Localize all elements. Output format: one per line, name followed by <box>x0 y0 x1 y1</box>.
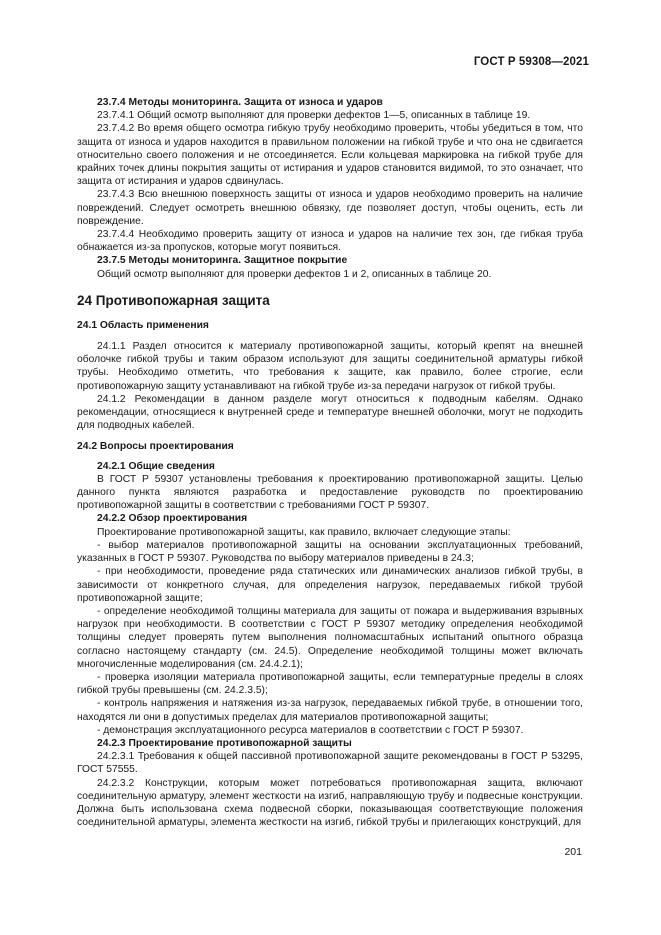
heading-23-7-4: 23.7.4 Методы мониторинга. Защита от износа и ударов <box>97 97 383 108</box>
heading-24-2-1: 24.2.1 Общие сведения <box>97 460 215 472</box>
heading-24-2-2: 24.2.2 Обзор проектирования <box>97 513 248 525</box>
heading-24-2-3: 24.2.3 Проектирование противопожарной защиты <box>97 737 352 749</box>
paragraph-23-7-4-2: 23.7.4.2 Во время общего осмотра гибкую трубу необходимо проверить, чтобы убедиться в том, что защита от износа и ударов находится в правильном положении на гибкой трубе и что она не сдвигается относительно своего положения и не отсоединяется. Если кольцевая маркировка на гибкой трубе для крайних точек длины покрытия защиты от истирания и ударов становится видимой, то это означает, что защита от истирания и ударов сдвинулась. <box>77 123 583 188</box>
section-heading-24: 24 Противопожарная защита <box>77 292 270 308</box>
list-item-materials: - выбор материалов противопожарной защиты на основании эксплуатационных требований, указанных в ГОСТ Р 59307. Руководства по выбору материалов приведены в 24.3; <box>77 539 583 565</box>
heading-24-2: 24.2 Вопросы проектирования <box>77 441 234 453</box>
list-item-insulation: - проверка изоляции материала противопожарной защиты, если температурные пределы в слоях гибкой трубы превышены (см. 24.2.3.5); <box>77 671 583 697</box>
paragraph-24-1-2: 24.1.2 Рекомендации в данном разделе могут относиться к подводным кабелям. Однако рекомендации, относящиеся к внутренней среде и температуре внешней оболочки, могут не подходить для подводных кабелей. <box>77 393 583 432</box>
page-number: 201 <box>564 846 582 858</box>
paragraph-24-2-3-2: 24.2.3.2 Конструкции, которым может потребоваться противопожарная защита, включают соединительную арматуру, элемент жесткости на изгиб, направляющую трубу и подвесные конструкции. Должна быть использована схема подвесной сборки, показывающая соответствующие положения соединительной арматуры, элемента жесткости на изгиб, гибкой трубы и прилегающих конструкций, для <box>77 777 583 829</box>
heading-24-1: 24.1 Область применения <box>77 319 209 331</box>
paragraph-24-2-2-intro: Проектирование противопожарной защиты, как правило, включает следующие этапы: <box>97 526 511 538</box>
paragraph-24-2-3-1: 24.2.3.1 Требования к общей пассивной противопожарной защите рекомендованы в ГОСТ Р 53295, ГОСТ 57555. <box>77 751 583 776</box>
list-item-stress-control: - контроль напряжения и натяжения из-за нагрузок, передаваемых гибкой трубе, в отношении того, находятся ли они в допустимых пределах для материалов противопожарной защиты; <box>77 698 583 723</box>
heading-23-7-5: 23.7.5 Методы мониторинга. Защитное покрытие <box>97 255 348 267</box>
list-item-analysis: - при необходимости, проведение ряда статических или динамических анализов гибкой трубы, в зависимости от конкретного случая, для определения нагрузок, передаваемых гибкой трубой противопожарной защите; <box>77 566 583 604</box>
document-code-header: ГОСТ Р 59308—2021 <box>473 56 589 68</box>
paragraph-23-7-4-3: 23.7.4.3 Всю внешнюю поверхность защиты от износа и ударов необходимо проверить на наличие повреждений. Следует осмотреть внешнюю обвязку, где позволяет доступ, чтобы оценить, есть ли повреждение. <box>77 189 583 227</box>
paragraph-23-7-4-4: 23.7.4.4 Необходимо проверить защиту от износа и ударов на наличие тех зон, где гибкая труба обнажается из-за пропусков, которые могут появиться. <box>77 229 583 254</box>
paragraph-23-7-4-1: 23.7.4.1 Общий осмотр выполняют для проверки дефектов 1—5, описанных в таблице 19. <box>97 110 531 122</box>
paragraph-24-1-1: 24.1.1 Раздел относится к материалу противопожарной защиты, который крепят на внешней оболочке гибкой трубы и таким образом используют для защиты соединительной арматуры гибкой трубы. Необходимо отметить, что требования к защите, как правило, более строгие, если противопожарную защиту устанавливают на гибкой трубе из-за передачи нагрузок от гибкой трубы. <box>77 341 583 392</box>
page-body <box>77 96 583 829</box>
paragraph-24-2-1: В ГОСТ Р 59307 установлены требования к проектированию противопожарной защиты. Целью данного пункта являются разработка и предоставление руководств по проектированию противопожарной защиты в соответствии с требованиями ГОСТ Р 59307. <box>77 473 583 512</box>
list-item-thickness: - определение необходимой толщины материала для защиты от пожара и выдерживания взрывных нагрузок при необходимости. В соответствии с ГОСТ Р 59307 методику определения необходимой толщины следует проверять путем выполнения полномасштабных испытаний опытного образца согласно настоящему стандарту (см. 24.5). Определение необходимой толщины может включать многочисленные моделирования (см. 24.4.2.1); <box>77 605 583 670</box>
paragraph-23-7-5: Общий осмотр выполняют для проверки дефектов 1 и 2, описанных в таблице 20. <box>97 268 492 280</box>
list-item-service-life: - демонстрация эксплуатационного ресурса материалов в соответствии с ГОСТ Р 59307. <box>97 724 524 736</box>
